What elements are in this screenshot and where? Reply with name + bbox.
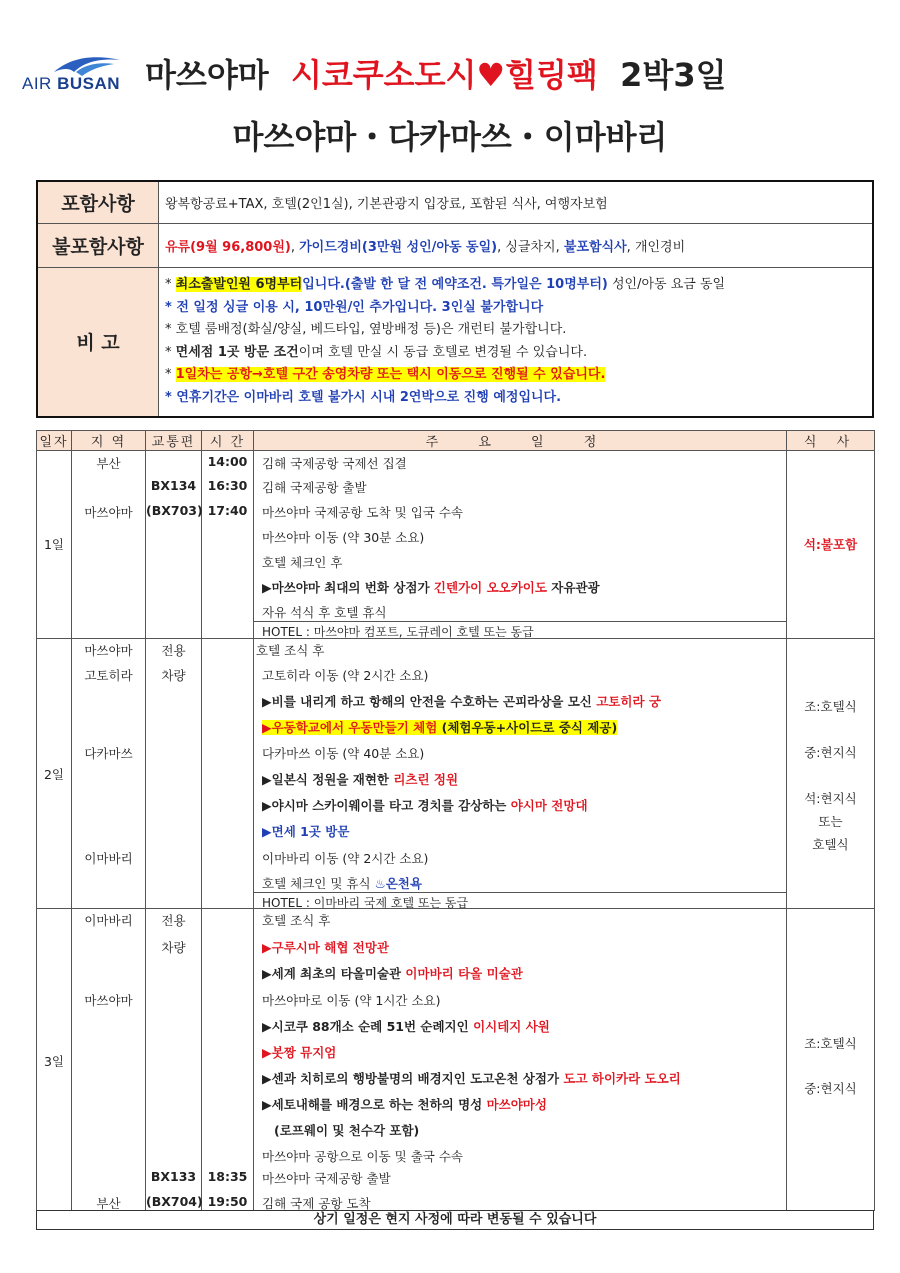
info-table [36,180,874,418]
note-item: * 최소출발인원 6명부터입니다.(출발 한 달 전 예약조건. 특가일은 10명부터) 성인/아동 요금 동일 [165,277,726,293]
schedule-table [36,430,875,1211]
day3-row [37,909,875,1211]
schedule-footer-note: 상기 일정은 현지 사정에 따라 변동될 수 있습니다 [36,1210,874,1230]
region-cell: 이마바리 마쓰야마 부산 [72,909,146,1211]
logo-text: AIR BUSAN [22,74,121,93]
note-item: * 전 일정 싱글 이용 시, 10만원/인 추가입니다. 3인실 불가합니다 [165,299,544,315]
hot-spring-icon: ♨온천욕 [374,876,422,891]
region-cell: 부산 마쓰야마 [72,451,146,639]
itinerary-cell: 김해 국제공항 국제선 집결 김해 국제공항 출발 마쓰야마 국제공항 도착 및 입국 수속 마쓰야마 이동 (약 30분 소요) 호텔 체크인 후 ▶마쓰야마 최대의 번화 상점가 긴텐가이 오오카이도 자유관광 자유 석식 후 호텔 휴식 HOTEL : 마쓰야마 컴포트, 도큐레이 호텔 또는 동급 [254,451,787,639]
time-cell: 14:00 16:30 17:40 [202,451,254,639]
meal-cell: 조:호텔식 중:현지식 석:현지식 또는 호텔식 [787,639,875,909]
col-header-transport: 교통편 [146,431,202,451]
bird-logo-icon [52,52,122,76]
included-text: 왕복항공료+TAX, 호텔(2인1실), 기본관광지 입장료, 포함된 식사, 여행자보험 [159,181,874,223]
col-header-meal: 식 사 [787,431,875,451]
col-header-itinerary: 주 요 일 정 [254,431,787,451]
transport-cell: 전용 차량 [146,639,202,909]
meal-cell: 석:불포함 [787,451,875,639]
transport-cell: 전용 차량 BX133 (BX704) [146,909,202,1211]
time-cell [202,639,254,909]
note-item: * 1일차는 공항→호텔 구간 송영차량 또는 택시 이동으로 진행될 수 있습니다. [165,367,606,383]
notes-label: 비 고 [37,267,159,417]
day1-row [37,451,875,639]
notes-list [159,267,874,417]
note-item: * 연휴기간은 이마바리 호텔 불가시 시내 2연박으로 진행 예정입니다. [165,389,562,405]
time-cell: 18:35 19:50 [202,909,254,1211]
region-cell: 마쓰야마 고토히라 다카마쓰 이마바리 [72,639,146,909]
air-busan-logo [22,52,132,96]
hotel-info: HOTEL : 이마바리 국제 호텔 또는 동급 [262,896,469,910]
included-label: 포함사항 [37,181,159,223]
hotel-info: HOTEL : 마쓰야마 컴포트, 도큐레이 호텔 또는 동급 [262,625,534,639]
day-label: 1일 [37,451,72,639]
note-item: * 면세점 1곳 방문 조건이며 호텔 만실 시 동급 호텔로 변경될 수 있습니다. [165,344,588,360]
heart-icon: ♥ [476,56,506,94]
page-subtitle: 마쓰야마・다카마쓰・이마바리 [232,118,668,156]
col-header-time: 시 간 [202,431,254,451]
meal-cell: 조:호텔식 중:현지식 [787,909,875,1211]
day2-row [37,639,875,909]
day-label: 2일 [37,639,72,909]
itinerary-cell: 호텔 조식 후 ▶구루시마 해협 전망관 ▶세계 최초의 타올미술관 이마바리 타올 미술관 마쓰야마로 이동 (약 1시간 소요) ▶시코쿠 88개소 순례 51번 순례지인 이시테지 사원 ▶봇짱 뮤지엄 ▶센과 치히로의 행방불명의 배경지인 도고온천 상점가 도고 하이카라 도오리 ▶세토내해를 배경으로 하는 천하의 명성 마쓰야마성 (로프웨이 및 천수각 포함) 마쓰야마 공항으로 이동 및 출국 수속 마쓰야마 국제공항 출발 김해 국제 공항 도착 [254,909,787,1211]
col-header-region: 지 역 [72,431,146,451]
excluded-label: 불포함사항 [37,223,159,267]
itinerary-cell: 호텔 조식 후 고토히라 이동 (약 2시간 소요) ▶비를 내리게 하고 항해의 안전을 수호하는 곤피라상을 모신 고토히라 궁 ▶우동학교에서 우동만들기 체험 (체험우동+사이드로 중식 제공) 다카마쓰 이동 (약 40분 소요) ▶일본식 정원을 재현한 리츠린 정원 ▶야시마 스카이웨이를 타고 경치를 감상하는 야시마 전망대 ▶면세 1곳 방문 이마바리 이동 (약 2시간 소요) 호텔 체크인 및 휴식 ♨온천욕 HOTEL : 이마바리 국제 호텔 또는 동급 [254,639,787,909]
note-item: * 호텔 룸배정(화실/양실, 베드타입, 옆방배정 등)은 개런티 불가합니다. [165,322,567,338]
day-label: 3일 [37,909,72,1211]
excluded-text: 유류(9월 96,800원), 가이드경비(3만원 성인/아동 동일), 싱글차지, 불포함식사, 개인경비 [159,223,874,267]
col-header-day: 일자 [37,431,72,451]
transport-cell: BX134 (BX703) [146,451,202,639]
page-title: 마쓰야마 시코쿠소도시♥힐링팩 2박3일 [145,56,727,94]
